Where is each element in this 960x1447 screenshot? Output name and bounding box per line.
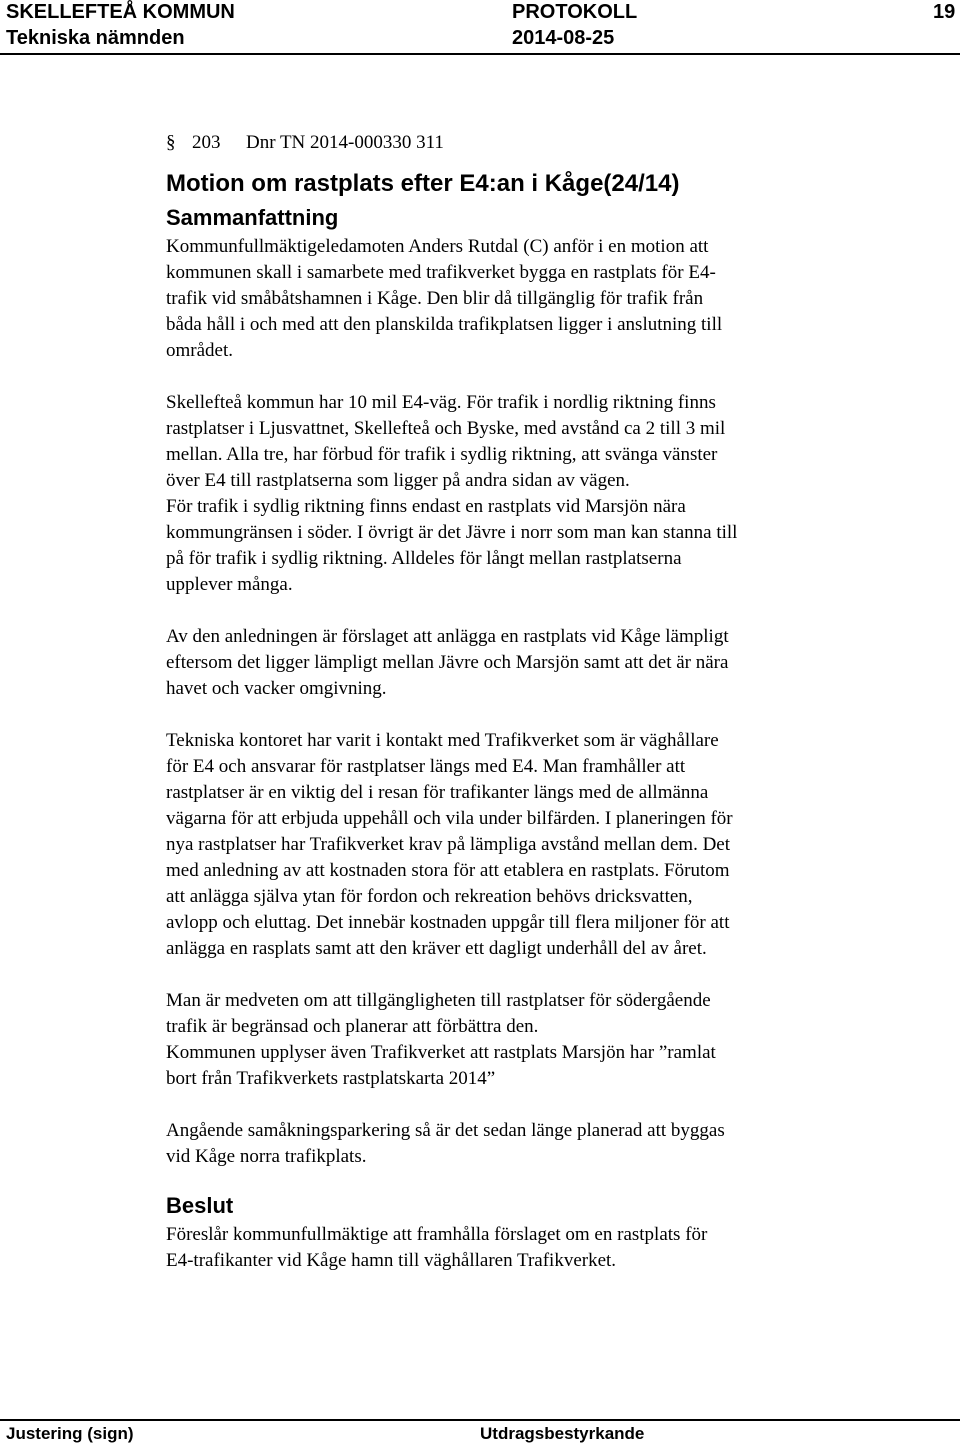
document-type: PROTOKOLL (512, 1, 638, 23)
footer-utdragsbestyrkande: Utdragsbestyrkande (480, 1424, 645, 1443)
decision-heading: Beslut (166, 1193, 234, 1218)
header-divider (0, 53, 960, 55)
meeting-date: 2014-08-25 (512, 27, 615, 49)
case-line (166, 128, 886, 158)
summary-paragraph-2: Skellefteå kommun har 10 mil E4-väg. För trafik i nordlig riktning finns rastplatser i Ljusvattnet, Skellefteå och Byske, med avstånd ca 2 till 3 mil mellan. Alla tre, har förbud för trafik i sydlig riktning, att svänga vänster över E4 till rastplatserna som ligger på andra sidan av vägen. För trafik i sydlig riktning finns endast en rastplats vid Marsjön nära kommungränsen i söder. I övrigt är det Jävre i norr som man kan stanna till på för trafik i sydlig riktning. Alldeles för långt mellan rastplatserna upplever många. (166, 392, 738, 595)
summary-paragraph-3: Av den anledningen är förslaget att anlägga en rastplats vid Kåge lämpligt eftersom det ligger lämpligt mellan Jävre och Marsjön samt att det är nära havet och vacker omgivning. (166, 626, 729, 699)
summary-paragraph-1: Kommunfullmäktigeledamoten Anders Rutdal (C) anför i en motion att kommunen skall i samarbete med trafikverket bygga en rastplats för E4- trafik vid småbåtshamnen i Kåge. Den blir då tillgänglig för trafik från båda håll i och med att den planskilda trafikplatsen ligger i anslutning till området. (166, 236, 723, 361)
case-number: 203 (192, 132, 221, 153)
committee-name: Tekniska nämnden (6, 27, 185, 49)
paragraph-symbol: § (166, 132, 176, 153)
organization-name: SKELLEFTEÅ KOMMUN (6, 1, 235, 23)
footer (0, 1419, 960, 1447)
summary-paragraph-5: Man är medveten om att tillgängligheten till rastplatser för södergående trafik är begränsad och planerar att förbättra den. Kommunen upplyser även Trafikverket att rastplats Marsjön har ”ramlat bort från Trafikverkets rastplatskarta 2014” (166, 990, 716, 1089)
summary-paragraph-6: Angående samåkningsparkering så är det sedan länge planerad att byggas vid Kåge norra trafikplats. (166, 1120, 725, 1167)
case-reference: Dnr TN 2014-000330 311 (246, 132, 444, 153)
case-title: Motion om rastplats efter E4:an i Kåge(24/14) (166, 170, 680, 197)
page-number: 19 (933, 1, 956, 23)
header-row-1 (0, 0, 960, 25)
protocol-body (166, 128, 886, 1274)
summary-heading: Sammanfattning (166, 205, 339, 230)
decision-text: Föreslår kommunfullmäktige att framhålla förslaget om en rastplats för E4-trafikanter vid Kåge hamn till väghållaren Trafikverket. (166, 1224, 708, 1271)
summary-paragraph-4: Tekniska kontoret har varit i kontakt med Trafikverket som är väghållare för E4 och ansvarar för rastplatser längs med E4. Man framhåller att rastplatser är en viktig del i resan för trafikanter längs med de allmänna vägarna för att erbjuda uppehåll och vila under bilfärden. I planeringen för nya rastplatser har Trafikverket krav på lämpliga avstånd mellan dem. Det med anledning av att kostnaden stora för att etablera en rastplats. Förutom att anlägga själva ytan för fordon och rekreation behövs dricksvatten, avlopp och eluttag. Det innebär kostnaden uppgår till flera miljoner för att anlägga en rasplats samt att den kräver ett dagligt underhåll del av året. (166, 730, 733, 959)
footer-justering: Justering (sign) (6, 1424, 134, 1443)
header-row-2 (0, 26, 960, 51)
